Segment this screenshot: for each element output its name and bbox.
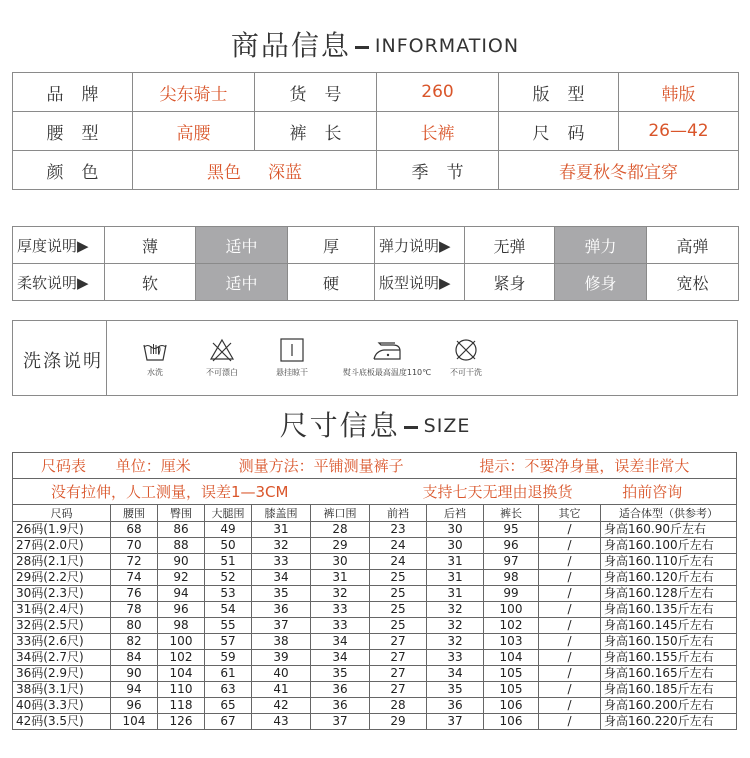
property-option: 薄 — [105, 227, 196, 264]
properties-table — [12, 226, 739, 301]
size-cell: 65 — [205, 698, 252, 714]
property-option: 硬 — [288, 264, 375, 301]
size-cell: 身高160.220斤左右 — [601, 714, 737, 730]
info-row — [13, 73, 739, 112]
wash-caption: 不可干洗 — [450, 368, 482, 377]
size-header-cell: 尺码 — [13, 505, 111, 522]
property-option: 宽松 — [647, 264, 739, 301]
size-cell: 36 — [252, 602, 311, 618]
size-header-cell: 大腿围 — [205, 505, 252, 522]
size-cell: 31 — [311, 570, 370, 586]
property-option-selected: 修身 — [555, 264, 647, 301]
table-row — [13, 650, 737, 666]
size-cell: 38 — [252, 634, 311, 650]
size-cell: 100 — [484, 602, 539, 618]
info-label: 货号 — [255, 73, 377, 112]
table-row — [13, 682, 737, 698]
size-cell: 身高160.128斤左右 — [601, 586, 737, 602]
size-cell: 98 — [484, 570, 539, 586]
size-cell: 27码(2.0尺) — [13, 538, 111, 554]
size-header-cell: 后裆 — [427, 505, 484, 522]
size-cell: 34 — [311, 650, 370, 666]
size-cell: 90 — [111, 666, 158, 682]
property-row — [13, 227, 739, 264]
info-label: 尺码 — [499, 112, 619, 151]
table-row — [13, 666, 737, 682]
size-header-cell: 前裆 — [370, 505, 427, 522]
size-cell: 70 — [111, 538, 158, 554]
no-dry-clean-icon — [453, 337, 479, 363]
size-cell: 39 — [252, 650, 311, 666]
size-cell: 92 — [158, 570, 205, 586]
size-cell: 身高160.110斤左右 — [601, 554, 737, 570]
size-cell: / — [539, 634, 601, 650]
size-cell: / — [539, 666, 601, 682]
size-cell: 103 — [484, 634, 539, 650]
size-cell: 身高160.200斤左右 — [601, 698, 737, 714]
product-info-table — [12, 72, 739, 190]
size-cell: 94 — [158, 586, 205, 602]
divider — [106, 321, 107, 395]
size-cell: 94 — [111, 682, 158, 698]
info-value: 高腰 — [133, 112, 255, 151]
washing-title: 洗涤说明 — [23, 351, 103, 372]
table-row — [13, 570, 737, 586]
size-cell: 身高160.150斤左右 — [601, 634, 737, 650]
size-cell: 36码(2.9尺) — [13, 666, 111, 682]
size-cell: 59 — [205, 650, 252, 666]
size-cell: 53 — [205, 586, 252, 602]
size-cell: 88 — [158, 538, 205, 554]
size-cell: 37 — [311, 714, 370, 730]
size-cell: 49 — [205, 522, 252, 538]
size-cell: 34 — [311, 634, 370, 650]
size-cell: 27 — [370, 666, 427, 682]
size-cell: 身高160.145斤左右 — [601, 618, 737, 634]
info-row — [13, 151, 739, 190]
size-cell: 57 — [205, 634, 252, 650]
size-cell: 31 — [427, 570, 484, 586]
table-row — [13, 618, 737, 634]
size-cell: 33 — [311, 618, 370, 634]
size-cell: 126 — [158, 714, 205, 730]
size-body — [13, 522, 737, 730]
size-cell: 33 — [252, 554, 311, 570]
size-cell: 27 — [370, 650, 427, 666]
info-label: 颜色 — [13, 151, 133, 190]
hang-dry-icon — [279, 337, 305, 363]
size-cell: 33 — [311, 602, 370, 618]
info-label: 版型 — [499, 73, 619, 112]
size-cell: 95 — [484, 522, 539, 538]
size-cell: 25 — [370, 570, 427, 586]
size-cell: 105 — [484, 666, 539, 682]
size-cell: 31码(2.4尺) — [13, 602, 111, 618]
size-cell: 31 — [252, 522, 311, 538]
wash-item — [135, 337, 175, 378]
size-cell: 27 — [370, 682, 427, 698]
size-cell: 身高160.120斤左右 — [601, 570, 737, 586]
size-cell: 32 — [427, 634, 484, 650]
size-header-cell: 裤口围 — [311, 505, 370, 522]
wash-caption: 不可漂白 — [206, 368, 238, 377]
size-cell: 90 — [158, 554, 205, 570]
size-cell: 37 — [252, 618, 311, 634]
size-cell: / — [539, 698, 601, 714]
size-cell: / — [539, 570, 601, 586]
wash-item — [197, 337, 247, 378]
size-cell: 41 — [252, 682, 311, 698]
size-cell: 102 — [158, 650, 205, 666]
size-cell: 36 — [427, 698, 484, 714]
iron-icon — [371, 337, 403, 363]
size-cell: 104 — [111, 714, 158, 730]
size-cell: 50 — [205, 538, 252, 554]
info-label: 裤长 — [255, 112, 377, 151]
size-cell: 35 — [252, 586, 311, 602]
property-label: 柔软说明▶ — [13, 264, 105, 301]
table-row — [13, 714, 737, 730]
size-cell: 54 — [205, 602, 252, 618]
size-cell: / — [539, 554, 601, 570]
size-cell: 34 — [427, 666, 484, 682]
size-cell: 72 — [111, 554, 158, 570]
info-label: 品牌 — [13, 73, 133, 112]
size-cell: / — [539, 650, 601, 666]
wash-caption: 水洗 — [147, 368, 163, 377]
size-cell: / — [539, 602, 601, 618]
size-table — [12, 452, 737, 730]
size-cell: / — [539, 586, 601, 602]
size-cell: 38码(3.1尺) — [13, 682, 111, 698]
size-cell: 32 — [252, 538, 311, 554]
size-cell: 78 — [111, 602, 158, 618]
info-value: 长裤 — [377, 112, 499, 151]
size-cell: 28 — [311, 522, 370, 538]
size-cell: 68 — [111, 522, 158, 538]
washing-box — [12, 320, 738, 396]
size-cell: 25 — [370, 602, 427, 618]
size-cell: / — [539, 714, 601, 730]
table-row — [13, 538, 737, 554]
size-cell: 31 — [427, 586, 484, 602]
info-value: 春夏秋冬都宜穿 — [499, 151, 739, 190]
size-cell: 96 — [484, 538, 539, 554]
size-cell: 74 — [111, 570, 158, 586]
property-option-selected: 弹力 — [555, 227, 647, 264]
info-value: 黑色 深蓝 — [133, 151, 377, 190]
wash-item — [325, 337, 449, 378]
size-cell: 34 — [252, 570, 311, 586]
size-cell: 63 — [205, 682, 252, 698]
property-label: 版型说明▶ — [375, 264, 465, 301]
size-cell: 23 — [370, 522, 427, 538]
info-row — [13, 112, 739, 151]
property-option: 紧身 — [465, 264, 555, 301]
size-cell: 29 — [311, 538, 370, 554]
size-cell: 27 — [370, 634, 427, 650]
size-cell: 106 — [484, 714, 539, 730]
size-cell: 24 — [370, 554, 427, 570]
size-cell: 42 — [252, 698, 311, 714]
size-cell: 100 — [158, 634, 205, 650]
size-cell: 99 — [484, 586, 539, 602]
size-cell: 110 — [158, 682, 205, 698]
size-cell: 51 — [205, 554, 252, 570]
info-label: 季节 — [377, 151, 499, 190]
size-cell: 33 — [427, 650, 484, 666]
size-cell: 84 — [111, 650, 158, 666]
table-row — [13, 634, 737, 650]
size-header-row — [13, 505, 737, 522]
size-note: 尺码表 单位：厘米 测量方法：平铺测量裤子 提示：不要净身量，误差非常大 — [13, 453, 737, 479]
size-cell: 身高160.135斤左右 — [601, 602, 737, 618]
wash-item — [267, 337, 317, 378]
size-cell: 29码(2.2尺) — [13, 570, 111, 586]
size-cell: 61 — [205, 666, 252, 682]
table-row — [13, 554, 737, 570]
size-cell: 55 — [205, 618, 252, 634]
size-cell: 52 — [205, 570, 252, 586]
size-cell: 106 — [484, 698, 539, 714]
size-header-cell: 裤长 — [484, 505, 539, 522]
size-cell: 身高160.100斤左右 — [601, 538, 737, 554]
wash-item — [441, 337, 491, 378]
size-cell: 28码(2.1尺) — [13, 554, 111, 570]
size-cell: 31 — [427, 554, 484, 570]
size-cell: 80 — [111, 618, 158, 634]
size-cell: 30 — [427, 538, 484, 554]
property-label: 弹力说明▶ — [375, 227, 465, 264]
size-cell: 25 — [370, 586, 427, 602]
property-option-selected: 适中 — [196, 264, 288, 301]
size-cell: 32 — [427, 618, 484, 634]
size-cell: 82 — [111, 634, 158, 650]
size-cell: 40 — [252, 666, 311, 682]
size-cell: 118 — [158, 698, 205, 714]
no-bleach-icon — [209, 337, 235, 363]
info-value: 26—42 — [619, 112, 739, 151]
size-cell: 35 — [427, 682, 484, 698]
product-info-title: 商品信息 INFORMATION — [230, 29, 520, 62]
size-cell: 身高160.165斤左右 — [601, 666, 737, 682]
size-header-cell: 适合体型（供参考） — [601, 505, 737, 522]
size-cell: 98 — [158, 618, 205, 634]
size-header-cell: 膝盖围 — [252, 505, 311, 522]
info-label: 腰型 — [13, 112, 133, 151]
size-cell: 24 — [370, 538, 427, 554]
size-cell: 37 — [427, 714, 484, 730]
size-cell: 34码(2.7尺) — [13, 650, 111, 666]
table-row — [13, 522, 737, 538]
size-cell: 身高160.185斤左右 — [601, 682, 737, 698]
size-cell: 35 — [311, 666, 370, 682]
size-cell: 36 — [311, 698, 370, 714]
info-value: 260 — [377, 73, 499, 112]
size-cell: 32 — [427, 602, 484, 618]
size-cell: 26码(1.9尺) — [13, 522, 111, 538]
size-cell: 97 — [484, 554, 539, 570]
size-cell: / — [539, 522, 601, 538]
size-cell: 32 — [311, 586, 370, 602]
size-cell: 104 — [158, 666, 205, 682]
size-cell: / — [539, 682, 601, 698]
size-note-row — [13, 479, 737, 505]
info-value: 尖东骑士 — [133, 73, 255, 112]
size-cell: 身高160.90斤左右 — [601, 522, 737, 538]
size-cell: 43 — [252, 714, 311, 730]
size-cell: 身高160.155斤左右 — [601, 650, 737, 666]
property-option: 软 — [105, 264, 196, 301]
property-label: 厚度说明▶ — [13, 227, 105, 264]
size-cell: 30 — [311, 554, 370, 570]
size-cell: 25 — [370, 618, 427, 634]
size-cell: 40码(3.3尺) — [13, 698, 111, 714]
size-cell: 42码(3.5尺) — [13, 714, 111, 730]
hand-wash-icon — [142, 337, 168, 363]
table-row — [13, 602, 737, 618]
size-header-cell: 臀围 — [158, 505, 205, 522]
size-cell: 96 — [158, 602, 205, 618]
size-cell: 36 — [311, 682, 370, 698]
size-info-title: 尺寸信息 SIZE — [279, 409, 471, 442]
size-cell: / — [539, 538, 601, 554]
size-cell: 30码(2.3尺) — [13, 586, 111, 602]
table-row — [13, 586, 737, 602]
size-cell: 104 — [484, 650, 539, 666]
table-row — [13, 698, 737, 714]
info-value: 韩版 — [619, 73, 739, 112]
wash-caption: 熨斗底板最高温度110℃ — [342, 368, 432, 377]
size-cell: 29 — [370, 714, 427, 730]
size-note: 没有拉伸，人工测量，误差1—3CM 支持七天无理由退换货 拍前咨询 — [13, 479, 737, 505]
size-header-cell: 其它 — [539, 505, 601, 522]
property-row — [13, 264, 739, 301]
size-cell: 30 — [427, 522, 484, 538]
size-cell: 102 — [484, 618, 539, 634]
property-option: 高弹 — [647, 227, 739, 264]
size-cell: 33码(2.6尺) — [13, 634, 111, 650]
property-option-selected: 适中 — [196, 227, 288, 264]
size-cell: 105 — [484, 682, 539, 698]
size-cell: 86 — [158, 522, 205, 538]
size-cell: 28 — [370, 698, 427, 714]
size-cell: 96 — [111, 698, 158, 714]
size-cell: 32码(2.5尺) — [13, 618, 111, 634]
property-option: 无弹 — [465, 227, 555, 264]
property-option: 厚 — [288, 227, 375, 264]
size-cell: 76 — [111, 586, 158, 602]
size-header-cell: 腰围 — [111, 505, 158, 522]
wash-caption: 悬挂晾干 — [276, 368, 308, 377]
size-note-row — [13, 453, 737, 479]
size-cell: 67 — [205, 714, 252, 730]
size-cell: / — [539, 618, 601, 634]
